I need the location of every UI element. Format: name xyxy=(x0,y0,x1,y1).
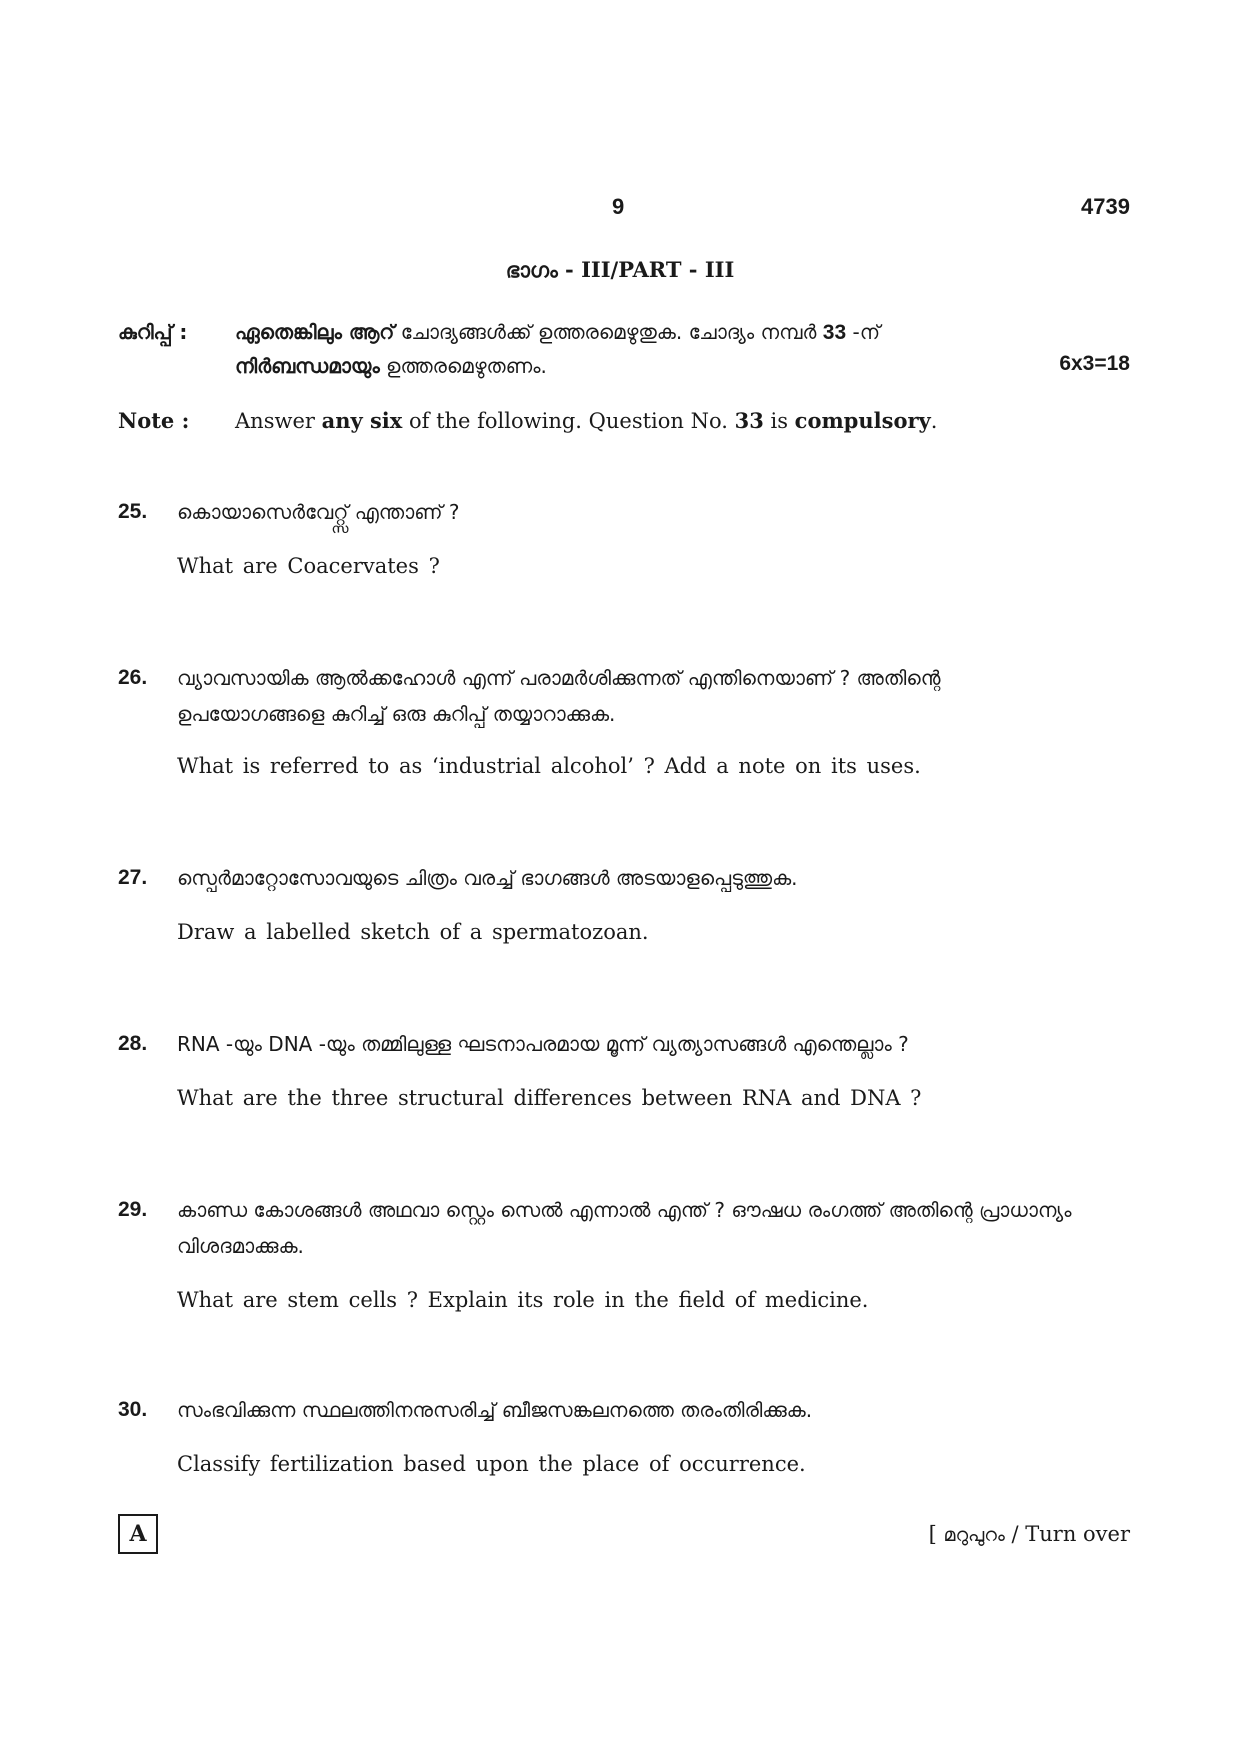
question-malayalam: RNA -യും DNA -യും തമ്മിലുള്ള ഘടനാപരമായ മൂന്ന് വ്യത്യാസങ്ങൾ എന്തെല്ലാം ? xyxy=(177,1032,909,1056)
version-box: A xyxy=(118,1514,158,1554)
question-malayalam: സംഭവിക്കുന്ന സ്ഥലത്തിനനുസരിച്ച് ബീജസങ്കലനത്തെ തരംതിരിക്കുക. xyxy=(177,1398,813,1422)
question-english: What are stem cells ? Explain its role in the field of medicine. xyxy=(177,1288,869,1312)
turn-over-note: [ മറുപുറം / Turn over xyxy=(928,1522,1130,1546)
question-malayalam: കാണ്ഡ കോശങ്ങൾ അഥവാ സ്റ്റെം സെൽ എന്നാൽ എന്ത് ? ഔഷധ രംഗത്ത് അതിന്റെ പ്രാധാന്യം വിശദമാക്കുക. xyxy=(177,1198,1072,1258)
marks-allocation: 6x3=18 xyxy=(1059,352,1130,375)
page-number: 9 xyxy=(612,194,625,219)
question-malayalam: വ്യാവസായിക ആൽക്കഹോൾ എന്ന് പരാമർശിക്കുന്നത് എന്തിനെയാണ് ? അതിന്റെ ഉപയോഗങ്ങളെ കുറിച്ച് ഒരു കുറിപ്പ് തയ്യാറാക്കുക. xyxy=(177,666,941,726)
question-english: Draw a labelled sketch of a spermatozoan. xyxy=(177,920,649,944)
paper-code: 4739 xyxy=(1081,194,1130,219)
question-number: 28. xyxy=(118,1032,148,1055)
question-number: 30. xyxy=(118,1398,148,1421)
question-english: What are Coacervates ? xyxy=(177,554,440,578)
question-number: 26. xyxy=(118,666,148,689)
malayalam-note-line-2: നിർബന്ധമായും ഉത്തരമെഴുതണം. xyxy=(235,354,547,378)
question-english: What are the three structural differences between RNA and DNA ? xyxy=(177,1086,922,1110)
question-malayalam: കൊയാസെർവേറ്റ്സ് എന്താണ് ? xyxy=(177,500,460,524)
question-number: 27. xyxy=(118,866,148,889)
question-english: Classify fertilization based upon the place of occurrence. xyxy=(177,1452,806,1476)
question-malayalam: സ്പെർമാറ്റോസോവയുടെ ചിത്രം വരച്ച് ഭാഗങ്ങൾ അടയാളപ്പെടുത്തുക. xyxy=(177,866,798,890)
malayalam-note-line-1: ഏതെങ്കിലും ആറ് ചോദ്യങ്ങൾക്ക് ഉത്തരമെഴുതുക. ചോദ്യം നമ്പർ 33 -ന് xyxy=(235,320,881,344)
english-note-label: Note : xyxy=(118,408,190,433)
english-note-text: Answer any six of the following. Question No. 33 is compulsory. xyxy=(235,408,938,433)
question-number: 25. xyxy=(118,500,148,523)
question-number: 29. xyxy=(118,1198,148,1221)
malayalam-note-label: കുറിപ്പ് : xyxy=(118,320,188,344)
part-title: ഭാഗം - III/PART - III xyxy=(505,257,735,282)
question-english: What is referred to as ‘industrial alcohol’ ? Add a note on its uses. xyxy=(177,754,921,778)
